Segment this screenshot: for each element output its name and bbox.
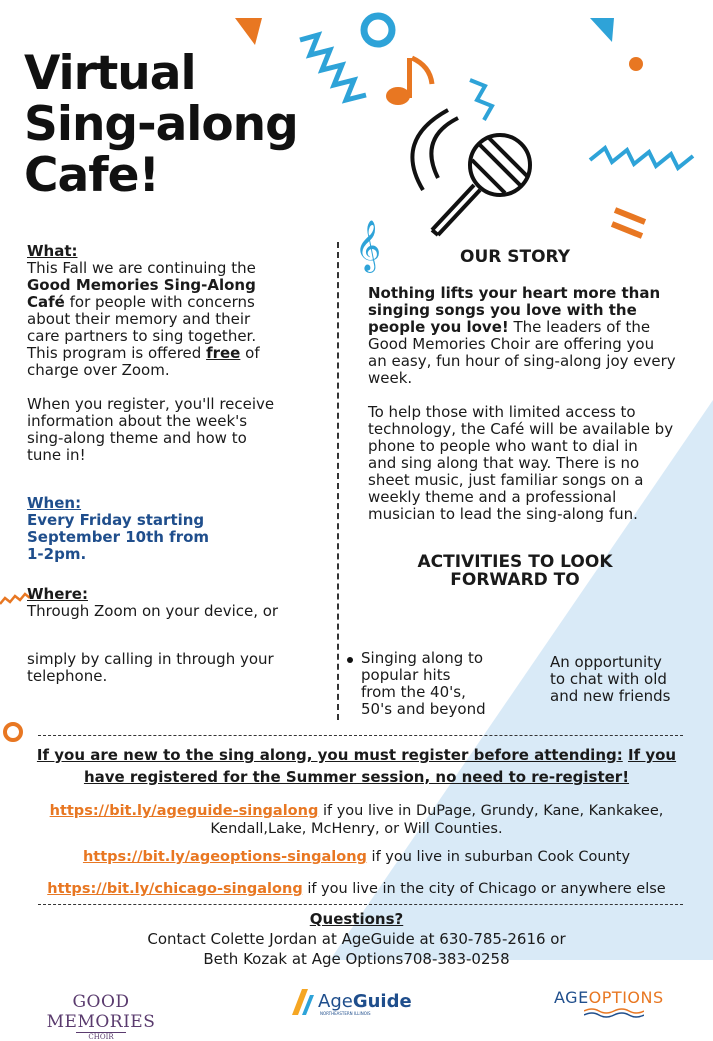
cyan-zigzag-icon xyxy=(300,35,366,100)
what-line: When you register, you'll receive xyxy=(27,395,275,413)
story-line: week. xyxy=(368,369,413,387)
divider-bottom xyxy=(38,904,683,905)
story-line: Nothing lifts your heart more than xyxy=(368,284,661,302)
what-line: information about the week's xyxy=(27,412,248,430)
link-block-3: https://bit.ly/chicago-singalong if you live in the city of Chicago or anywhere else xyxy=(47,881,666,897)
where-line: telephone. xyxy=(27,667,108,685)
cyan-ring-icon xyxy=(364,16,392,44)
when-line: Every Friday starting xyxy=(27,511,205,529)
where-section-2 xyxy=(27,651,332,685)
where-line: Through Zoom on your device, or xyxy=(27,602,279,620)
what-line: This Fall we are continuing the xyxy=(27,259,256,277)
ageoptions-link[interactable]: https://bit.ly/ageoptions-singalong xyxy=(82,849,367,865)
equals-icon xyxy=(612,210,645,236)
chicago-link[interactable]: https://bit.ly/chicago-singalong xyxy=(47,881,303,897)
orange-triangle-icon xyxy=(235,18,262,45)
activity-item-1: Singing along to popular hits from the 40's, 50's and beyond xyxy=(361,649,486,718)
story-line: an easy, fun hour of sing-along joy every xyxy=(368,352,676,370)
story-line: To help those with limited access to xyxy=(368,403,636,421)
what-line: about their memory and their xyxy=(27,310,251,328)
ageoptions-logo: AGEOPTIONS xyxy=(554,988,684,1018)
story-line: phone to people who want to dial in xyxy=(368,437,638,455)
cyan-zigzag-icon xyxy=(590,148,693,168)
what-line-bold: Good Memories Sing-Along xyxy=(27,276,256,294)
story-line: people you love! The leaders of the xyxy=(368,318,651,336)
register-notice: If you are new to the sing along, you must register before attending: If you have registered for the Summer session, no need to re-register! xyxy=(36,746,677,786)
music-note-icon xyxy=(386,58,432,105)
orange-ring-icon xyxy=(3,722,23,742)
divider-top xyxy=(38,735,683,736)
page-title: Virtual Sing-along Cafe! xyxy=(24,46,298,203)
cyan-zigzag-icon xyxy=(470,80,492,120)
story-line: sheet music, just familiar songs on a xyxy=(368,471,644,489)
questions-heading: Questions? xyxy=(309,910,404,928)
story-section xyxy=(368,285,708,523)
questions-line: Contact Colette Jordan at AgeGuide at 630-785-2616 or xyxy=(147,930,566,948)
story-line: singing songs you love with the xyxy=(368,301,637,319)
orange-dot-icon xyxy=(629,57,643,71)
where-line: simply by calling in through your xyxy=(27,650,274,668)
ageguide-link[interactable]: https://bit.ly/ageguide-singalong xyxy=(49,803,319,819)
microphone-icon xyxy=(412,110,530,235)
cyan-triangle-icon xyxy=(590,18,614,42)
our-story-heading: OUR STORY xyxy=(460,247,571,267)
questions-section xyxy=(10,909,703,969)
ageguide-logo: AgeGuide NORTHEASTERN ILLINOIS xyxy=(292,989,422,1017)
where-section xyxy=(27,586,332,620)
when-section xyxy=(27,495,332,563)
questions-line: Beth Kozak at Age Options708-383-0258 xyxy=(203,950,510,968)
story-line: technology, the Café will be available by xyxy=(368,420,674,438)
story-line: musician to lead the sing-along fun. xyxy=(368,505,638,523)
what-line: This program is offered free of xyxy=(27,344,260,362)
ageguide-mark-icon xyxy=(292,989,314,1015)
treble-clef-icon: 𝄞 xyxy=(355,220,382,271)
link-block-2: https://bit.ly/ageoptions-singalong if you live in suburban Cook County xyxy=(82,849,631,865)
activity-item-2: An opportunity to chat with old and new friends xyxy=(550,653,671,705)
good-memories-logo: GOOD MEMORIES CHOIR xyxy=(46,992,156,1041)
what-line: charge over Zoom. xyxy=(27,361,170,379)
activities-heading: ACTIVITIES TO LOOK FORWARD TO xyxy=(417,552,613,590)
story-line: Good Memories Choir are offering you xyxy=(368,335,655,353)
wave-icon xyxy=(584,1008,644,1018)
what-line: care partners to sing together. xyxy=(27,327,257,345)
orange-zigzag-icon xyxy=(0,588,30,608)
bullet-icon xyxy=(347,657,353,663)
what-line: sing-along theme and how to xyxy=(27,429,247,447)
what-line: tune in! xyxy=(27,446,86,464)
story-line: and sing along that way. There is no xyxy=(368,454,640,472)
what-line: Café for people with concerns xyxy=(27,293,255,311)
when-line: 1-2pm. xyxy=(27,545,87,563)
what-section xyxy=(27,243,332,464)
story-line: weekly theme and a professional xyxy=(368,488,617,506)
when-line: September 10th from xyxy=(27,528,210,546)
where-heading: Where: xyxy=(27,585,88,603)
link-block-1: https://bit.ly/ageguide-singalong if you live in DuPage, Grundy, Kane, Kankakee, Kendall,Lake, McHenry, or Will Counties. xyxy=(49,803,664,837)
when-heading: When: xyxy=(27,494,82,512)
column-divider xyxy=(337,242,339,720)
what-heading: What: xyxy=(27,242,78,260)
